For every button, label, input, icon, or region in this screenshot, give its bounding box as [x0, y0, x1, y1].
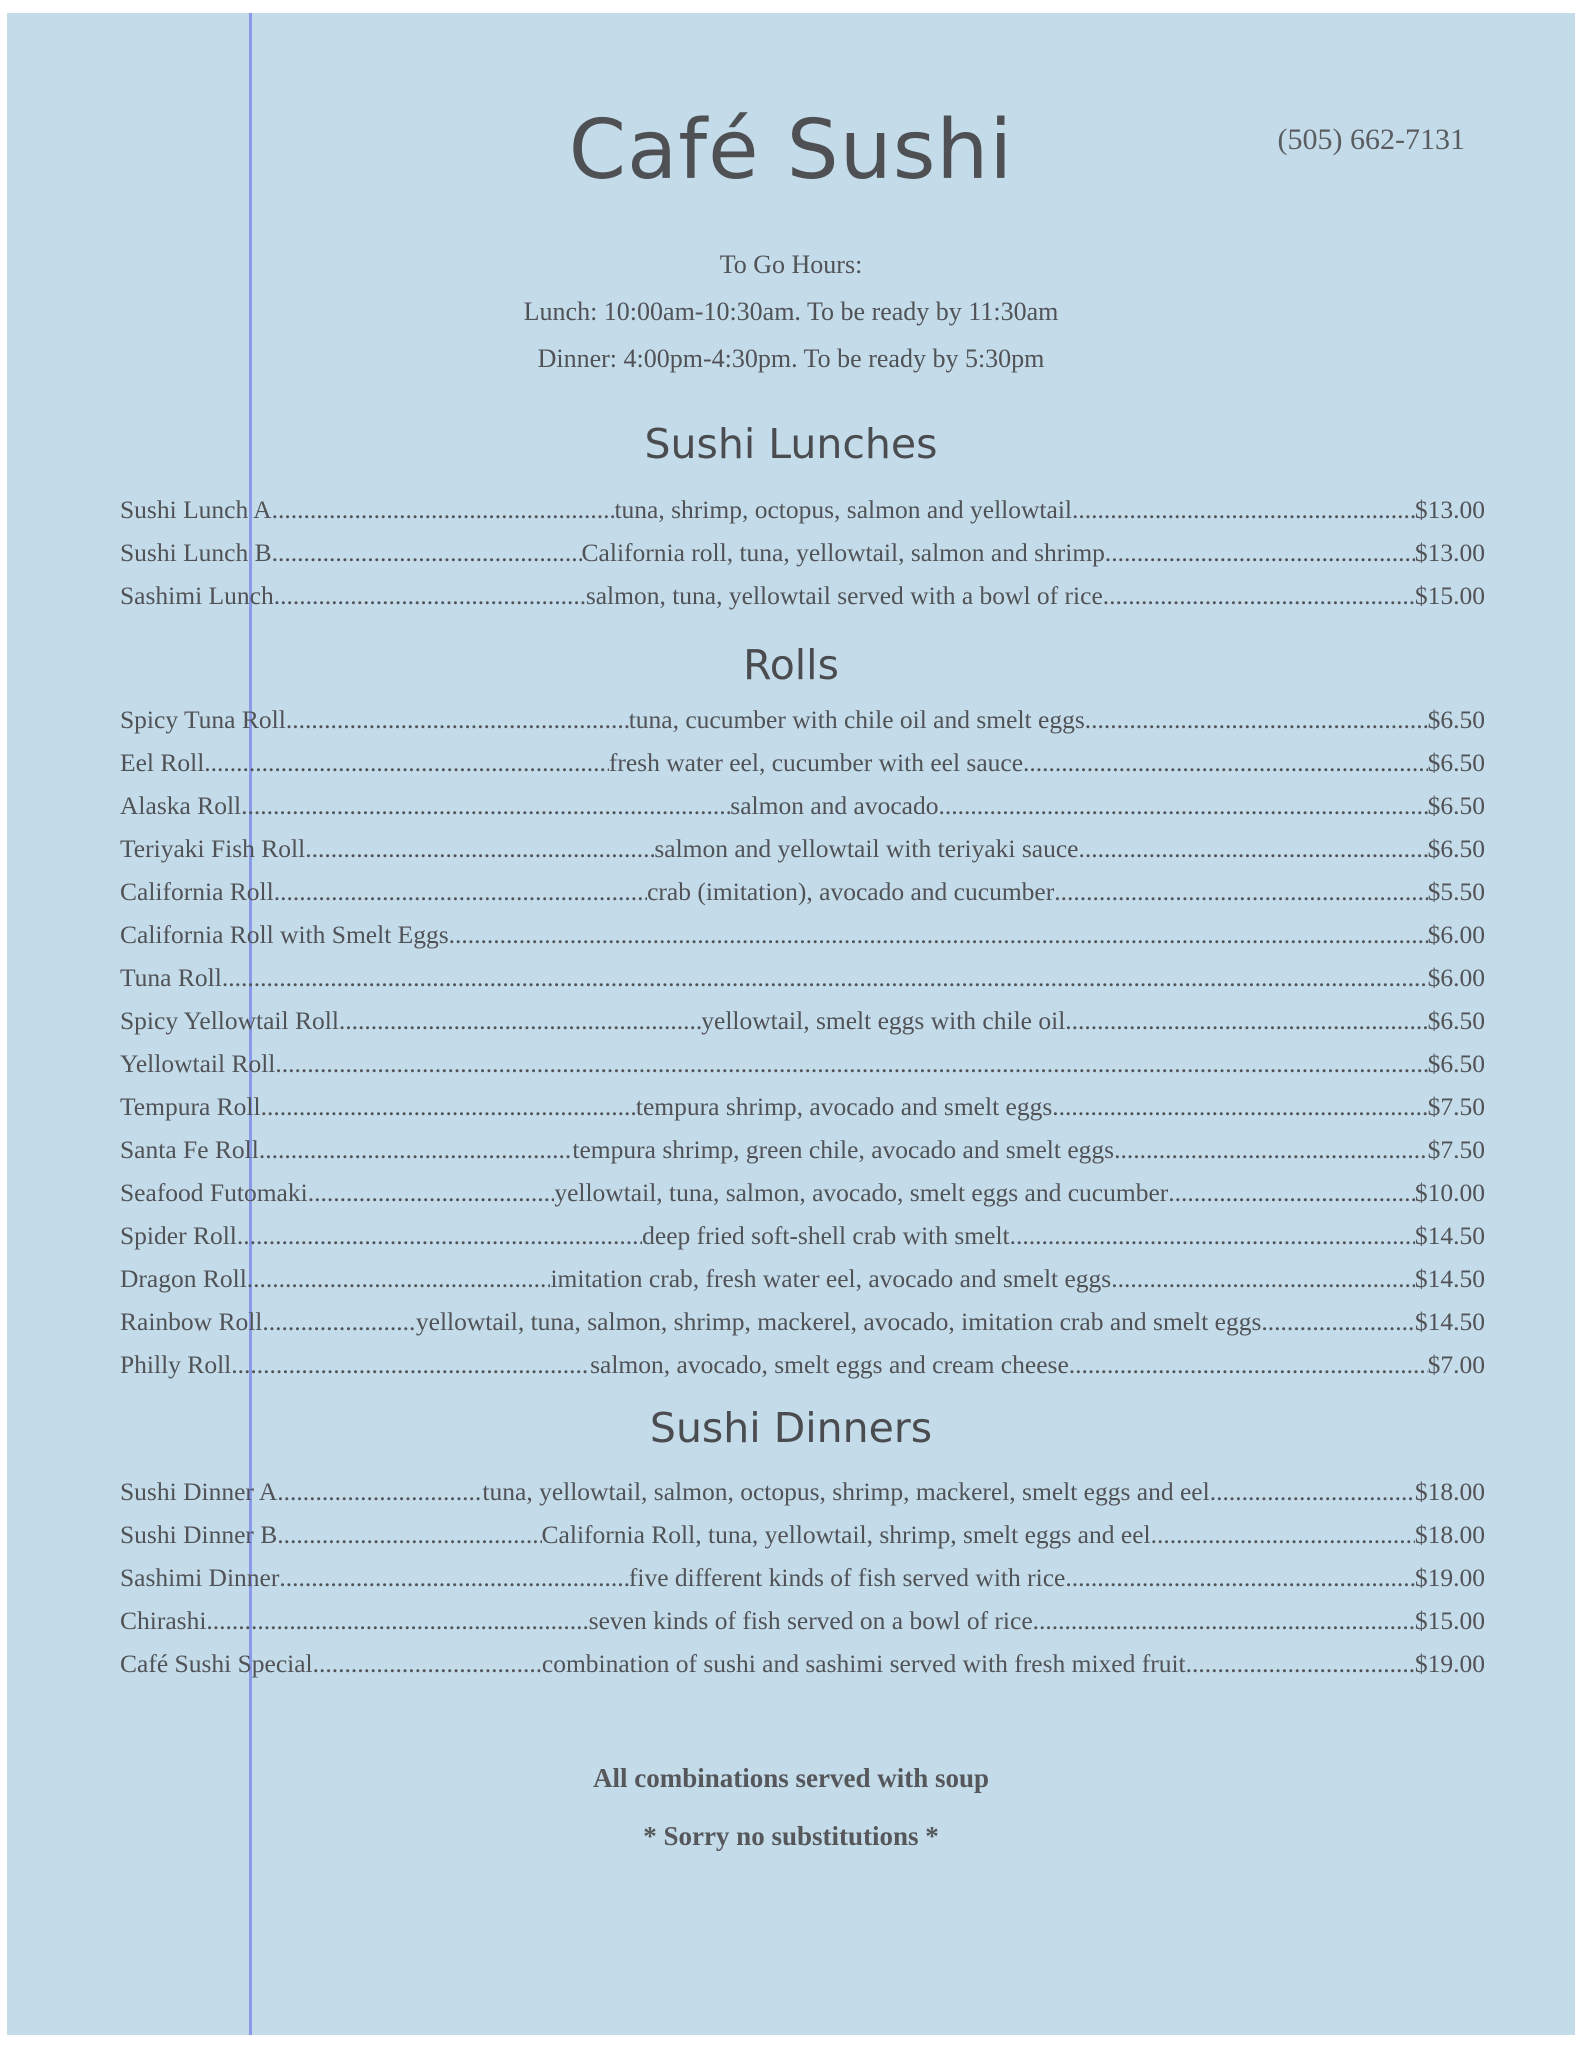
menu-item-price: $6.50 — [1427, 834, 1485, 863]
menu-item-name: Spicy Yellowtail Roll — [120, 1006, 339, 1035]
menu-item-description: seven kinds of fish served on a bowl of rice — [588, 1606, 1033, 1635]
menu-item-name: Sashimi Lunch — [120, 581, 274, 610]
dot-leader — [231, 1350, 590, 1380]
dot-leader — [1261, 1307, 1414, 1337]
menu-item-name: Dragon Roll — [120, 1264, 247, 1293]
menu-item — [120, 1264, 1485, 1307]
menu-item-name: Tempura Roll — [120, 1092, 261, 1121]
menu-item — [120, 1606, 1485, 1649]
menu-item-description: tuna, cucumber with chile oil and smelt eggs — [628, 705, 1085, 734]
menu-item — [120, 1092, 1485, 1135]
menu-item — [120, 1563, 1485, 1606]
section-items-sushi-dinners — [120, 1477, 1485, 1692]
menu-item-price: $7.50 — [1427, 1135, 1485, 1164]
menu-item — [120, 1221, 1485, 1264]
hours-heading: To Go Hours: — [719, 250, 863, 279]
menu-item-name: Chirashi — [120, 1606, 207, 1635]
menu-item-price: $7.50 — [1427, 1092, 1485, 1121]
menu-item-name: Café Sushi Special — [120, 1649, 313, 1678]
menu-page — [7, 13, 1575, 2035]
dot-leader — [308, 1178, 555, 1208]
dot-leader — [1033, 1606, 1415, 1636]
section-title-sushi-lunches: Sushi Lunches — [644, 420, 938, 468]
menu-item — [120, 1477, 1485, 1520]
menu-item-name: Teriyaki Fish Roll — [120, 834, 306, 863]
menu-item-description: yellowtail, tuna, salmon, avocado, smelt eggs and cucumber — [554, 1178, 1169, 1207]
menu-item-name: Tuna Roll — [120, 963, 222, 992]
dot-leader — [1065, 1563, 1415, 1593]
dot-leader — [247, 1264, 551, 1294]
menu-item-name: Rainbow Roll — [120, 1307, 263, 1336]
menu-item-name: Sushi Dinner A — [120, 1477, 278, 1506]
menu-item-price: $18.00 — [1414, 1477, 1485, 1506]
dot-leader — [1052, 1092, 1427, 1122]
section-items-sushi-lunches — [120, 495, 1485, 624]
hours-lunch: Lunch: 10:00am-10:30am. To be ready by 11:30am — [523, 297, 1059, 326]
dot-leader — [938, 791, 1427, 821]
menu-item — [120, 963, 1485, 1006]
dot-leader — [274, 581, 586, 611]
menu-item-description: California Roll, tuna, yellowtail, shrimp, smelt eggs and eel — [541, 1520, 1151, 1549]
menu-item-price: $6.50 — [1427, 1049, 1485, 1078]
menu-item-price: $14.50 — [1414, 1221, 1485, 1250]
dot-leader — [277, 1477, 482, 1507]
menu-item-description: tempura shrimp, avocado and smelt eggs — [635, 1092, 1053, 1121]
menu-item-price: $6.50 — [1427, 791, 1485, 820]
menu-item — [120, 495, 1485, 538]
restaurant-title: Café Sushi — [568, 103, 1014, 198]
dot-leader — [1010, 1221, 1415, 1251]
dot-leader — [274, 877, 647, 907]
dot-leader — [1168, 1178, 1415, 1208]
menu-item — [120, 1649, 1485, 1692]
menu-item-description: tempura shrimp, green chile, avocado and smelt eggs — [572, 1135, 1115, 1164]
dot-leader — [1114, 1135, 1428, 1165]
menu-item-price: $7.00 — [1427, 1350, 1485, 1379]
section-title-sushi-dinners: Sushi Dinners — [649, 1404, 933, 1452]
dot-leader — [1151, 1520, 1415, 1550]
dot-leader — [259, 1135, 573, 1165]
menu-item — [120, 791, 1485, 834]
menu-item-name: Alaska Roll — [120, 791, 242, 820]
menu-item-price: $10.00 — [1414, 1178, 1485, 1207]
menu-item-price: $6.50 — [1427, 1006, 1485, 1035]
dot-leader — [1079, 834, 1428, 864]
dot-leader — [206, 1606, 588, 1636]
menu-item-price: $6.00 — [1427, 920, 1485, 949]
menu-item-price: $14.50 — [1414, 1264, 1485, 1293]
menu-item — [120, 920, 1485, 963]
dot-leader — [1103, 581, 1415, 611]
menu-item-name: Spicy Tuna Roll — [120, 705, 286, 734]
dot-leader — [261, 1092, 636, 1122]
menu-item-description: five different kinds of fish served with rice — [628, 1563, 1066, 1592]
section-items-rolls — [120, 705, 1485, 1393]
menu-item-description: salmon, avocado, smelt eggs and cream cheese — [590, 1350, 1069, 1379]
dot-leader — [241, 791, 730, 821]
menu-item-name: Philly Roll — [120, 1350, 232, 1379]
menu-item-price: $19.00 — [1414, 1563, 1485, 1592]
to-go-hours — [7, 241, 1575, 382]
menu-item — [120, 1135, 1485, 1178]
menu-item-name: Sushi Lunch B — [120, 538, 272, 567]
dot-leader — [262, 1307, 415, 1337]
menu-item-description: deep fried soft-shell crab with smelt — [642, 1221, 1010, 1250]
dot-leader — [1111, 1264, 1415, 1294]
dot-leader — [1065, 1006, 1427, 1036]
dot-leader — [277, 1520, 541, 1550]
phone-number: (505) 662-7131 — [1277, 123, 1465, 156]
dot-leader — [1023, 748, 1428, 778]
menu-item-description: crab (imitation), avocado and cucumber — [647, 877, 1055, 906]
menu-item-price: $13.00 — [1414, 495, 1485, 524]
menu-item-name: Sushi Lunch A — [120, 495, 272, 524]
menu-item-description: yellowtail, smelt eggs with chile oil — [701, 1006, 1066, 1035]
dot-leader — [449, 920, 1428, 950]
menu-item-price: $13.00 — [1414, 538, 1485, 567]
menu-item — [120, 1520, 1485, 1563]
menu-item-name: Eel Roll — [120, 748, 205, 777]
menu-item-description: fresh water eel, cucumber with eel sauce — [608, 748, 1024, 777]
dot-leader — [1069, 1350, 1428, 1380]
menu-item — [120, 538, 1485, 581]
menu-item-description: imitation crab, fresh water eel, avocado and smelt eggs — [550, 1264, 1112, 1293]
dot-leader — [279, 1563, 629, 1593]
menu-item-name: Santa Fe Roll — [120, 1135, 259, 1164]
menu-item-description: salmon and avocado — [730, 791, 939, 820]
dot-leader — [1054, 877, 1427, 907]
menu-item — [120, 1307, 1485, 1350]
menu-item-price: $14.50 — [1414, 1307, 1485, 1336]
dot-leader — [1210, 1477, 1415, 1507]
menu-item-price: $15.00 — [1414, 581, 1485, 610]
dot-leader — [272, 495, 615, 525]
menu-item-description: salmon and yellowtail with teriyaki sauce — [654, 834, 1079, 863]
dot-leader — [272, 538, 582, 568]
menu-item-name: Sushi Dinner B — [120, 1520, 278, 1549]
menu-item — [120, 877, 1485, 920]
menu-item-description: combination of sushi and sashimi served with fresh mixed fruit — [541, 1649, 1186, 1678]
menu-item-name: Sashimi Dinner — [120, 1563, 280, 1592]
dot-leader — [1085, 705, 1428, 735]
menu-item-name: Seafood Futomaki — [120, 1178, 308, 1207]
menu-item — [120, 1049, 1485, 1092]
menu-item-description: tuna, yellowtail, salmon, octopus, shrimp, mackerel, smelt eggs and eel — [482, 1477, 1210, 1506]
menu-item-name: Yellowtail Roll — [120, 1049, 276, 1078]
dot-leader — [204, 748, 609, 778]
menu-item-price: $6.50 — [1427, 748, 1485, 777]
menu-item-price: $19.00 — [1414, 1649, 1485, 1678]
menu-item-description: California roll, tuna, yellowtail, salmon and shrimp — [581, 538, 1105, 567]
menu-item — [120, 748, 1485, 791]
dot-leader — [286, 705, 629, 735]
menu-item — [120, 705, 1485, 748]
menu-item-price: $6.00 — [1427, 963, 1485, 992]
dot-leader — [313, 1649, 542, 1679]
menu-item — [120, 581, 1485, 624]
menu-item-price: $5.50 — [1427, 877, 1485, 906]
menu-item-description: yellowtail, tuna, salmon, shrimp, mackerel, avocado, imitation crab and smelt eggs — [415, 1307, 1262, 1336]
menu-item — [120, 1006, 1485, 1049]
dot-leader — [275, 1049, 1427, 1079]
menu-item — [120, 1350, 1485, 1393]
dot-leader — [305, 834, 654, 864]
dot-leader — [1072, 495, 1415, 525]
dot-leader — [339, 1006, 701, 1036]
section-title-rolls: Rolls — [743, 641, 839, 689]
dot-leader — [222, 963, 1428, 993]
menu-item-price: $15.00 — [1414, 1606, 1485, 1635]
hours-dinner: Dinner: 4:00pm-4:30pm. To be ready by 5:30pm — [537, 344, 1045, 373]
menu-item-name: Spider Roll — [120, 1221, 237, 1250]
dot-leader — [1105, 538, 1415, 568]
dot-leader — [1186, 1649, 1415, 1679]
footer-no-substitutions: * Sorry no substitutions * — [643, 1821, 939, 1851]
menu-item-name: California Roll — [120, 877, 274, 906]
footer-soup-note: All combinations served with soup — [592, 1763, 990, 1793]
menu-item — [120, 834, 1485, 877]
menu-item — [120, 1178, 1485, 1221]
menu-item-description: tuna, shrimp, octopus, salmon and yellowtail — [614, 495, 1072, 524]
menu-item-description: salmon, tuna, yellowtail served with a bowl of rice — [585, 581, 1103, 610]
menu-item-price: $6.50 — [1427, 705, 1485, 734]
dot-leader — [237, 1221, 642, 1251]
menu-item-name: California Roll with Smelt Eggs — [120, 920, 449, 949]
menu-item-price: $18.00 — [1414, 1520, 1485, 1549]
